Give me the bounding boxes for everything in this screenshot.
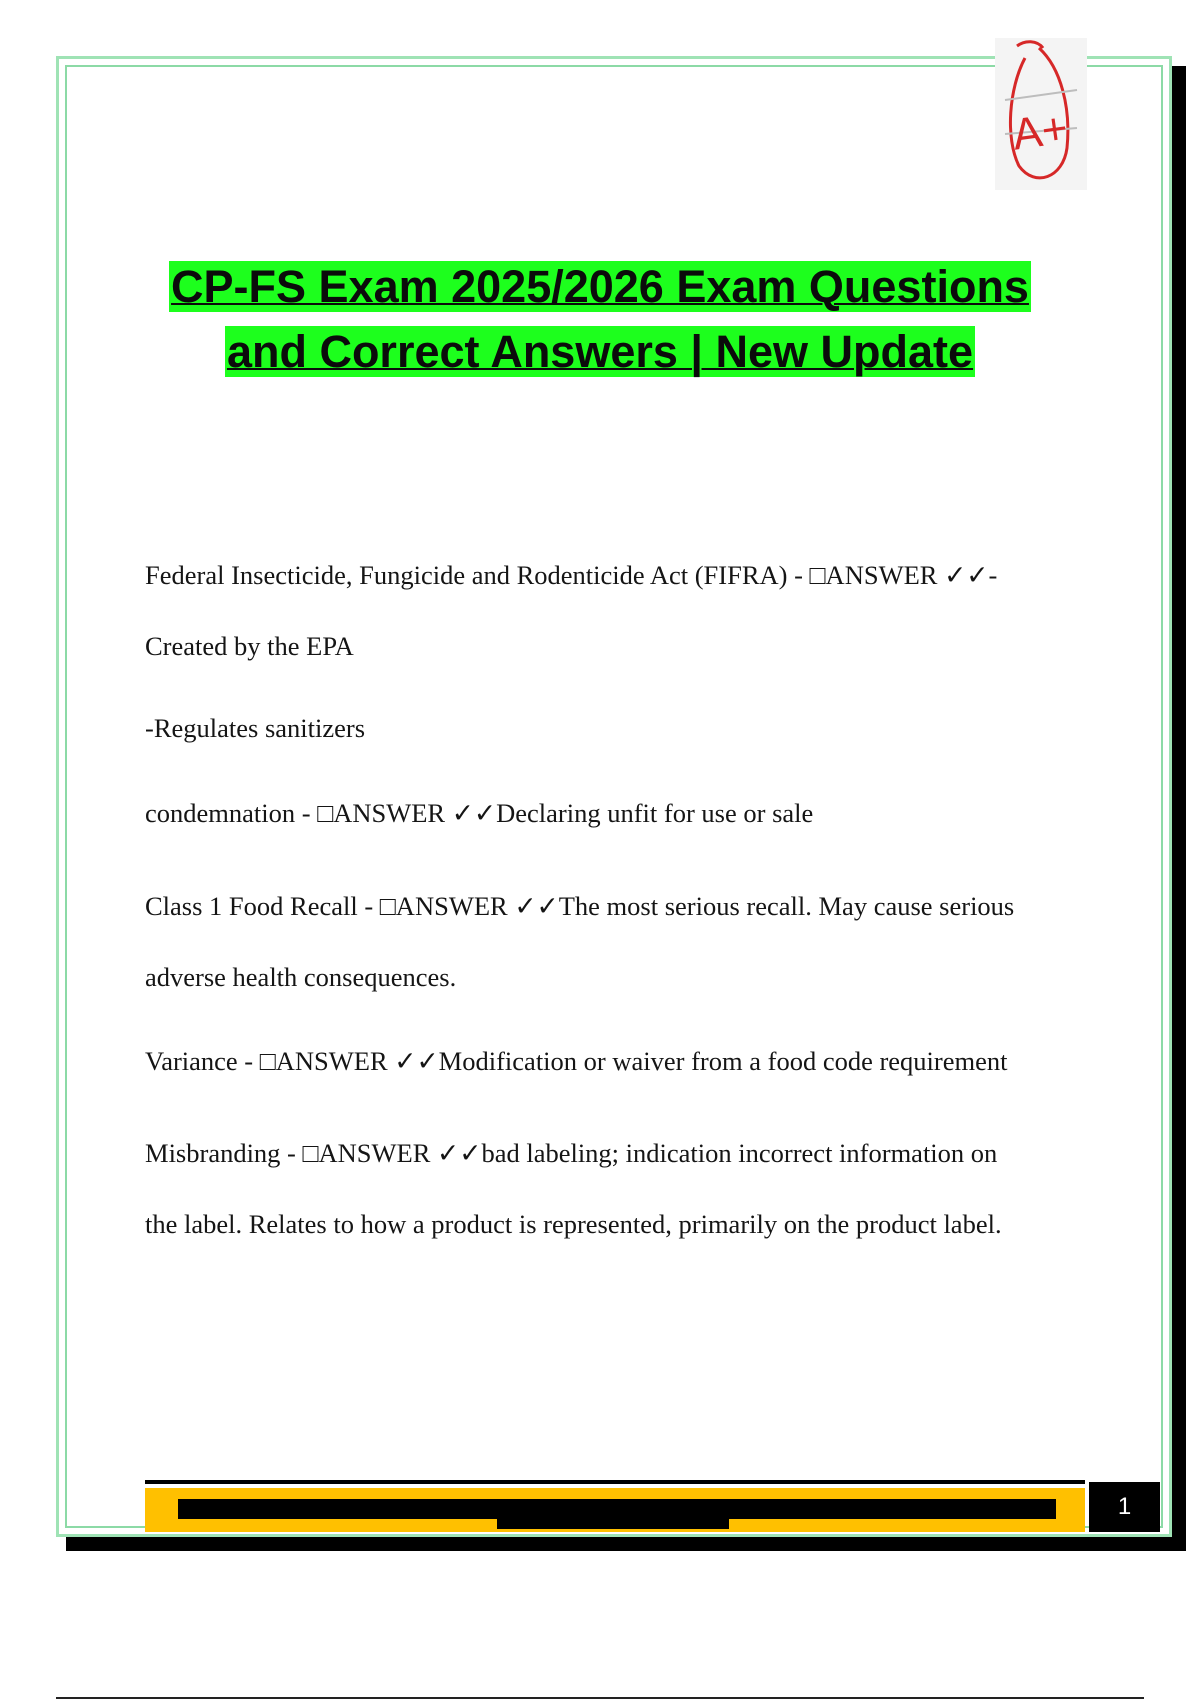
entry-class1-recall-line-2: adverse health consequences. (145, 962, 457, 992)
entry-condemnation: condemnation - □ANSWER ✓✓Declaring unfit for use or sale (145, 798, 814, 828)
bottom-rule (56, 1697, 1144, 1699)
footer-rule (145, 1480, 1085, 1484)
entry-fifra-line-2: Created by the EPA (145, 631, 354, 661)
entry-misbranding-line-1: Misbranding - □ANSWER ✓✓bad labeling; indication incorrect information on (145, 1138, 998, 1168)
title-line-2: and Correct Answers | New Update (226, 326, 974, 377)
grade-stamp-text: A+ (1009, 103, 1071, 160)
entry-class1-recall-line-1: Class 1 Food Recall - □ANSWER ✓✓The most serious recall. May cause serious (145, 891, 1015, 921)
footer-bar-inner (178, 1499, 1056, 1519)
page-number: 1 (1089, 1482, 1160, 1532)
title-line-1: CP-FS Exam 2025/2026 Exam Questions (171, 261, 1029, 312)
document-title (120, 254, 1080, 384)
entry-fifra-line-3: -Regulates sanitizers (145, 713, 366, 743)
entry-fifra-line-1: Federal Insecticide, Fungicide and Rodenticide Act (FIFRA) - □ANSWER ✓✓- (145, 560, 998, 590)
footer-bar (145, 1488, 1085, 1532)
entry-variance: Variance - □ANSWER ✓✓Modification or waiver from a food code requirement (145, 1046, 1008, 1076)
footer-tab (497, 1519, 729, 1529)
entry-misbranding-line-2: the label. Relates to how a product is represented, primarily on the product label. (145, 1209, 1002, 1239)
grade-stamp-icon (995, 38, 1087, 190)
